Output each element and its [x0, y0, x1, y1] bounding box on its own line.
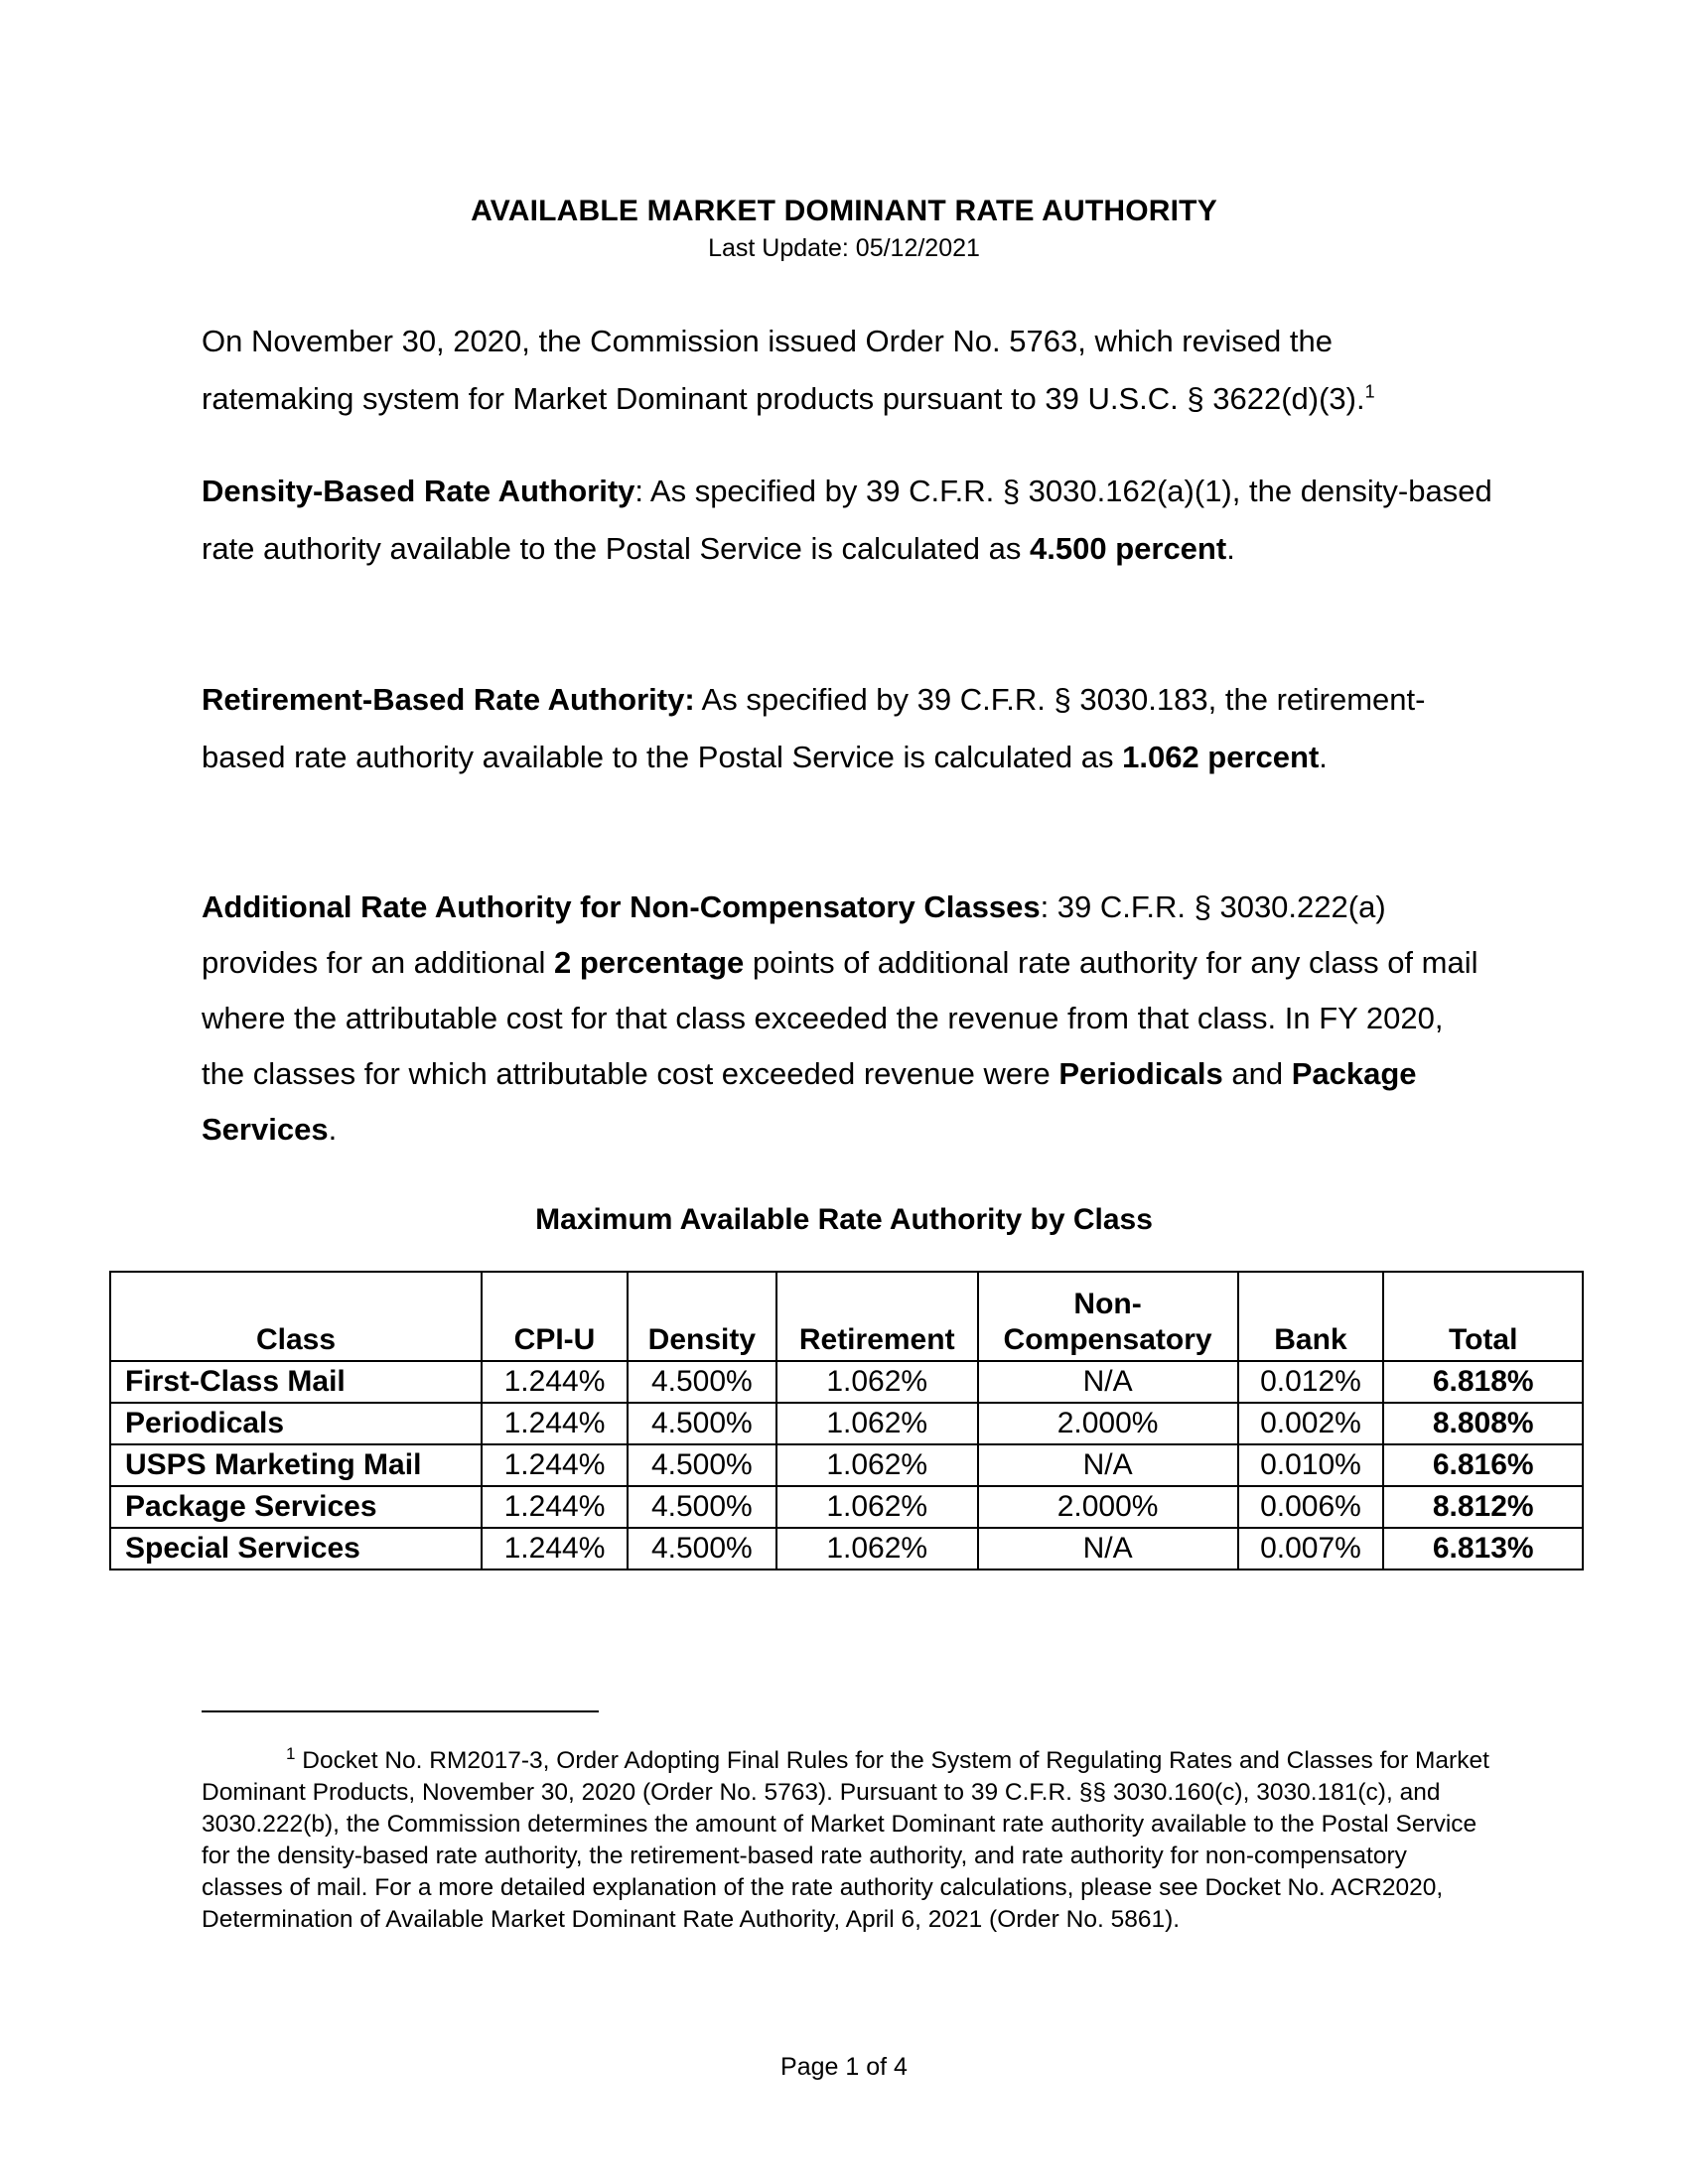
table-cell: 2.000% [978, 1403, 1238, 1444]
density-end: . [1226, 531, 1235, 566]
retirement-paragraph [202, 671, 1492, 786]
last-update: Last Update: 05/12/2021 [708, 234, 980, 262]
table-cell: 1.062% [776, 1403, 978, 1444]
table-cell: 4.500% [628, 1528, 776, 1570]
table-cell: N/A [978, 1528, 1238, 1570]
density-heading: Density-Based Rate Authority [202, 474, 635, 508]
retirement-value: 1.062 percent [1122, 740, 1320, 774]
table-row [110, 1486, 1583, 1528]
table-title: Maximum Available Rate Authority by Class [535, 1203, 1153, 1236]
intro-text: On November 30, 2020, the Commission issued Order No. 5763, which revised the ratemaking system for Market Dominant products pursuant to 39 U.S.C. § 3622(d)(3). [202, 324, 1365, 416]
class-cell: Special Services [110, 1528, 482, 1570]
column-header [978, 1272, 1238, 1361]
table-cell: 2.000% [978, 1486, 1238, 1528]
footnote [202, 1745, 1492, 1936]
table-cell: N/A [978, 1361, 1238, 1403]
table-cell: 1.062% [776, 1486, 978, 1528]
column-header: Total [1383, 1272, 1583, 1361]
density-value: 4.500 percent [1030, 531, 1227, 566]
class-cell: USPS Marketing Mail [110, 1444, 482, 1486]
footnote-separator [202, 1710, 599, 1712]
table-cell: 1.062% [776, 1528, 978, 1570]
total-cell: 6.818% [1383, 1361, 1583, 1403]
total-cell: 8.808% [1383, 1403, 1583, 1444]
total-cell: 6.816% [1383, 1444, 1583, 1486]
table-cell: 1.062% [776, 1361, 978, 1403]
noncomp-heading: Additional Rate Authority for Non-Compensatory Classes [202, 889, 1041, 924]
table-cell: 0.006% [1238, 1486, 1384, 1528]
non-compensatory-header: Non-Compensatory [1003, 1288, 1212, 1356]
noncomp-bold-2: Periodicals [1058, 1056, 1223, 1091]
page-title: AVAILABLE MARKET DOMINANT RATE AUTHORITY [471, 195, 1217, 227]
table-cell: 0.007% [1238, 1528, 1384, 1570]
footnote-mark: 1 [286, 1743, 296, 1763]
column-header: Class [110, 1272, 482, 1361]
total-cell: 8.812% [1383, 1486, 1583, 1528]
noncomp-bold-1: 2 percentage [554, 945, 745, 980]
noncomp-bold-3: Package Services [202, 1056, 1417, 1147]
table-cell: 0.010% [1238, 1444, 1384, 1486]
table-row [110, 1403, 1583, 1444]
table-cell: N/A [978, 1444, 1238, 1486]
class-cell: Periodicals [110, 1403, 482, 1444]
noncomp-end: . [328, 1112, 338, 1147]
class-cell: First-Class Mail [110, 1361, 482, 1403]
table-cell: 4.500% [628, 1403, 776, 1444]
noncomp-text-1: : 39 C.F.R. § 3030.222(a) provides for an additional [202, 889, 1386, 980]
density-paragraph [202, 463, 1492, 578]
table-cell: 4.500% [628, 1361, 776, 1403]
table-cell: 4.500% [628, 1444, 776, 1486]
table-row [110, 1528, 1583, 1570]
noncomp-text-3: and [1222, 1056, 1292, 1091]
footnote-ref: 1 [1364, 381, 1375, 402]
table-cell: 1.244% [482, 1403, 628, 1444]
column-header: Retirement [776, 1272, 978, 1361]
column-header: Density [628, 1272, 776, 1361]
retirement-text: As specified by 39 C.F.R. § 3030.183, the retirement-based rate authority available to the Postal Service is calculated as [202, 682, 1426, 774]
table-row [110, 1444, 1583, 1486]
retirement-heading: Retirement-Based Rate Authority: [202, 682, 695, 717]
table-cell: 1.244% [482, 1486, 628, 1528]
density-text: : As specified by 39 C.F.R. § 3030.162(a)(1), the density-based rate authority available to the Postal Service is calculated as [202, 474, 1492, 566]
table-cell: 0.012% [1238, 1361, 1384, 1403]
table-header-row [110, 1272, 1583, 1361]
table-cell: 0.002% [1238, 1403, 1384, 1444]
noncomp-paragraph [202, 880, 1492, 1158]
intro-paragraph [202, 313, 1492, 428]
class-cell: Package Services [110, 1486, 482, 1528]
table-cell: 1.062% [776, 1444, 978, 1486]
column-header: CPI-U [482, 1272, 628, 1361]
rate-authority-table [109, 1271, 1584, 1570]
table-cell: 4.500% [628, 1486, 776, 1528]
noncomp-text-2: points of additional rate authority for any class of mail where the attributable cost for that class exceeded the revenue from that class. In FY 2020, the classes for which attributable cost exceeded revenue were [202, 945, 1478, 1091]
page-number: Page 1 of 4 [780, 2053, 908, 2081]
table-cell: 1.244% [482, 1528, 628, 1570]
table-cell: 1.244% [482, 1444, 628, 1486]
retirement-end: . [1319, 740, 1328, 774]
table-row [110, 1361, 1583, 1403]
total-cell: 6.813% [1383, 1528, 1583, 1570]
table-cell: 1.244% [482, 1361, 628, 1403]
footnote-text: Docket No. RM2017-3, Order Adopting Final Rules for the System of Regulating Rates and Classes for Market Dominant Products, November 30, 2020 (Order No. 5763). Pursuant to 39 C.F.R. §§ 3030.160(c), 3030.181(c), and 3030.222(b), the Commission determines the amount of Market Dominant rate authority available to the Postal Service for the density-based rate authority, the retirement-based rate authority, and rate authority for non-compensatory classes of mail. For a more detailed explanation of the rate authority calculations, please see Docket No. ACR2020, Determination of Available Market Dominant Rate Authority, April 6, 2021 (Order No. 5861). [202, 1747, 1489, 1933]
column-header: Bank [1238, 1272, 1384, 1361]
